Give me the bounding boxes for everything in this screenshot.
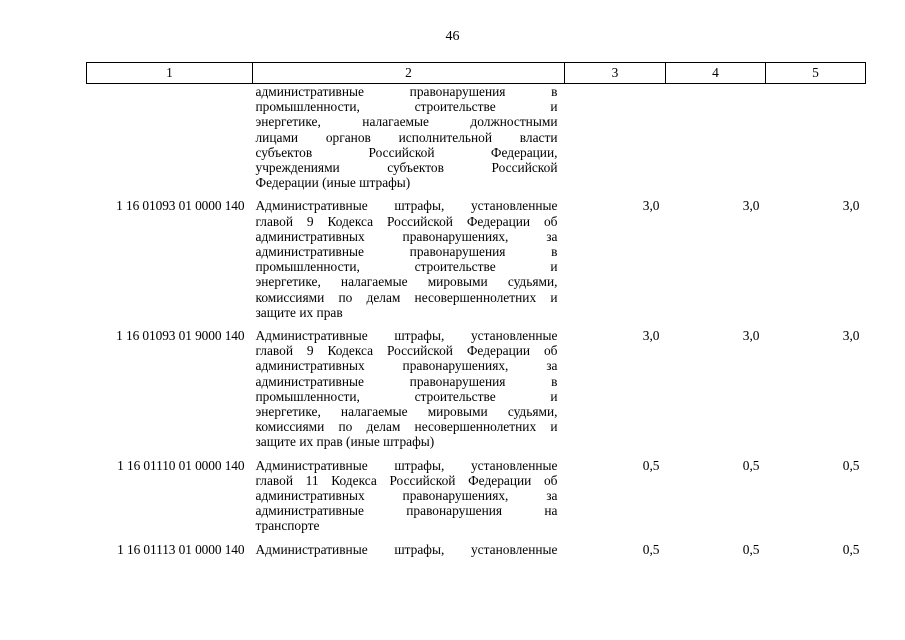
description-line: административные правонарушения в (255, 244, 558, 260)
description-line: административные правонарушения в (255, 84, 558, 99)
description-line: защите их прав (иные штрафы) (255, 434, 435, 450)
description-line: промышленности, строительстве и (255, 259, 558, 275)
description-line: административных правонарушениях, за (255, 358, 558, 374)
value-col-5 (766, 84, 866, 191)
description-line: Административные штрафы, установленные (255, 198, 558, 214)
value-col-3 (565, 84, 666, 191)
description-line: административных правонарушениях, за (255, 228, 558, 244)
value-col-5: 0,5 (842, 457, 860, 473)
description-line: субъектов Российской Федерации, (255, 144, 558, 160)
value-col-4: 3,0 (742, 198, 760, 214)
budget-table (86, 62, 866, 557)
description-line: Административные штрафы, установленные (255, 328, 558, 344)
value-col-3: 3,0 (642, 328, 660, 344)
description-line: Административные штрафы, установленные (255, 541, 558, 557)
budget-code: 1 16 01093 01 9000 140 (116, 328, 245, 344)
header-col-2: 2 (253, 63, 565, 84)
table-row (87, 534, 866, 557)
description-line: комиссиями по делам несовершеннолетних и (255, 419, 558, 435)
value-col-5: 0,5 (842, 541, 860, 557)
budget-code (87, 84, 253, 191)
header-row (87, 63, 866, 84)
header-col-1: 1 (87, 63, 253, 84)
value-col-5: 3,0 (842, 328, 860, 344)
description-line: энергетике, налагаемые мировыми судьями, (255, 404, 558, 420)
description-line: комиссиями по делам несовершеннолетних и (255, 289, 558, 305)
value-col-5: 3,0 (842, 198, 860, 214)
table-row (87, 320, 866, 450)
value-col-3: 0,5 (642, 541, 660, 557)
description-line: учреждениями субъектов Российской (255, 160, 558, 176)
value-col-4 (666, 84, 766, 191)
value-col-3: 3,0 (642, 198, 660, 214)
income-description (253, 534, 565, 557)
table-row (87, 190, 866, 320)
value-col-4: 3,0 (742, 328, 760, 344)
budget-code: 1 16 01110 01 0000 140 (117, 457, 245, 473)
value-col-3: 0,5 (642, 457, 660, 473)
header-col-3: 3 (565, 63, 666, 84)
header-col-5: 5 (766, 63, 866, 84)
description-line: энергетике, налагаемые мировыми судьями, (255, 274, 558, 290)
description-line: защите их прав (255, 304, 343, 320)
description-line: Федерации (иные штрафы) (255, 175, 411, 191)
header-col-4: 4 (666, 63, 766, 84)
income-description (253, 84, 565, 191)
income-description (253, 450, 565, 534)
description-line: промышленности, строительстве и (255, 388, 558, 404)
page-number: 46 (445, 29, 460, 44)
description-line: лицами органов исполнительной власти (255, 129, 558, 145)
description-line: энергетике, налагаемые должностными (255, 114, 558, 130)
description-line: главой 11 Кодекса Российской Федерации об (255, 472, 558, 488)
description-line: промышленности, строительстве и (255, 99, 558, 115)
table-row (87, 450, 866, 534)
description-line: административные правонарушения на (255, 503, 558, 519)
income-description (253, 190, 565, 320)
description-line: административные правонарушения в (255, 373, 558, 389)
description-line: Административные штрафы, установленные (255, 457, 558, 473)
description-line: главой 9 Кодекса Российской Федерации об (255, 343, 558, 359)
value-col-4: 0,5 (742, 541, 760, 557)
table-row (87, 84, 866, 191)
description-line: транспорте (255, 518, 320, 534)
income-description (253, 320, 565, 450)
description-line: административных правонарушениях, за (255, 488, 558, 504)
budget-code: 1 16 01113 01 0000 140 (117, 541, 245, 557)
description-line: главой 9 Кодекса Российской Федерации об (255, 213, 558, 229)
table-body (87, 84, 866, 557)
budget-code: 1 16 01093 01 0000 140 (116, 198, 245, 214)
value-col-4: 0,5 (742, 457, 760, 473)
